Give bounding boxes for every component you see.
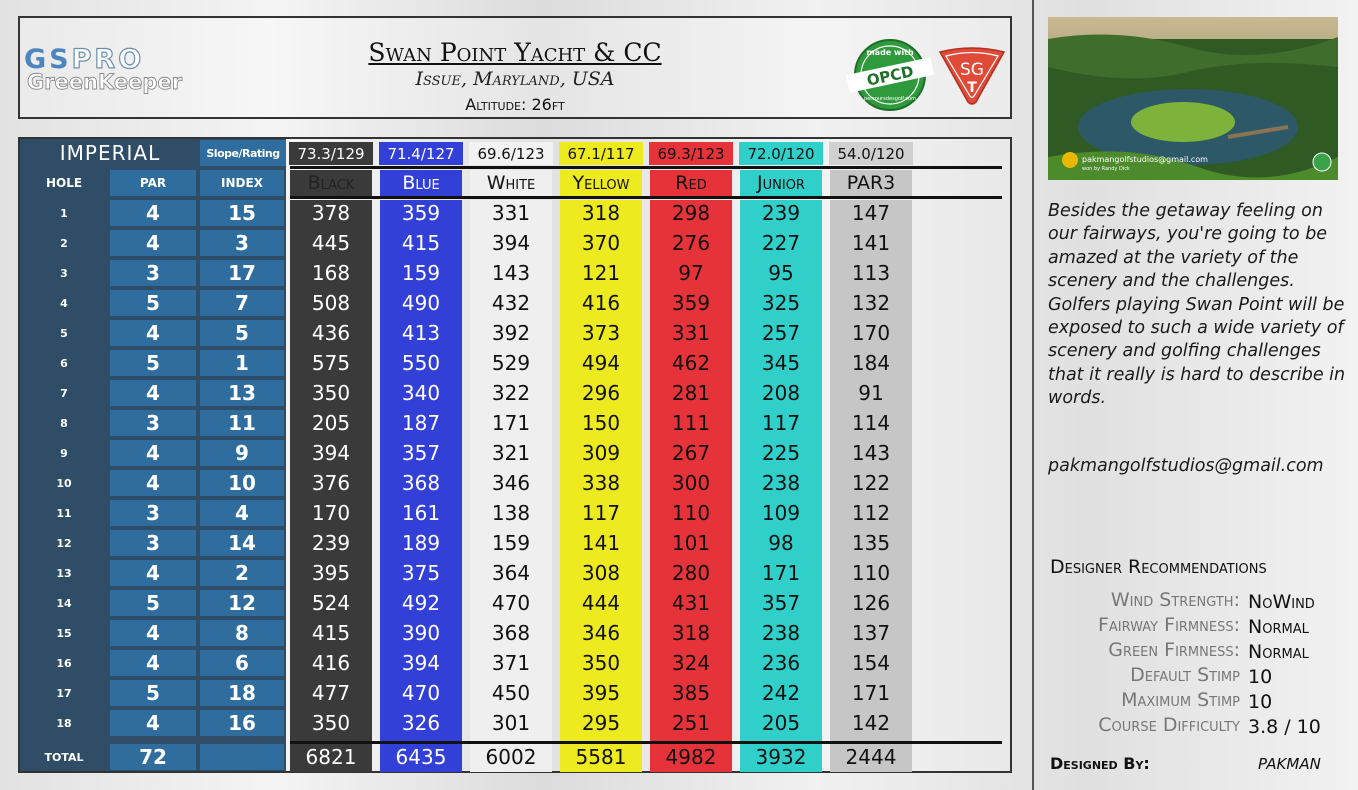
hole-index: 5 [200, 320, 284, 346]
recommendation-label: Default Stimp [1130, 664, 1240, 686]
yardage-cell: 143 [491, 261, 531, 285]
yardage-cell: 159 [401, 261, 441, 285]
yardage-cell: 324 [671, 651, 711, 675]
yardage-cell: 326 [401, 711, 441, 735]
tee-rating-red: 69.3/123 [649, 142, 733, 165]
yardage-cell: 91 [858, 381, 884, 405]
yardage-cell: 143 [851, 441, 891, 465]
hole-index: 1 [200, 350, 284, 376]
yardage-cell: 432 [491, 291, 531, 315]
contact-email: pakmangolfstudios@gmail.com [1048, 456, 1324, 476]
yardage-cell: 395 [311, 561, 351, 585]
hole-index: 2 [200, 560, 284, 586]
hole-number: 6 [60, 356, 68, 370]
yardage-cell: 529 [491, 351, 531, 375]
yardage-cell: 257 [761, 321, 801, 345]
yardage-cell: 345 [761, 351, 801, 375]
tee-total-black: 6821 [305, 745, 357, 769]
sgt-logo-icon [936, 46, 1008, 106]
yardage-cell: 113 [851, 261, 891, 285]
yardage-cell: 141 [581, 531, 621, 555]
yardage-cell: 494 [581, 351, 621, 375]
tee-name-par3: PAR3 [830, 170, 912, 196]
yardage-cell: 117 [581, 501, 621, 525]
tee-total-yellow: 5581 [575, 745, 627, 769]
hole-index: 3 [200, 230, 284, 256]
yardage-cell: 101 [671, 531, 711, 555]
yardage-cell: 385 [671, 681, 711, 705]
yardage-cell: 236 [761, 651, 801, 675]
recommendations-title: Designer Recommendations [1050, 556, 1267, 578]
yardage-cell: 415 [311, 621, 351, 645]
yardage-cell: 445 [311, 231, 351, 255]
yardage-cell: 168 [311, 261, 351, 285]
hole-index: 14 [200, 530, 284, 556]
yardage-cell: 444 [581, 591, 621, 615]
yardage-cell: 238 [761, 471, 801, 495]
tee-total-junior: 3932 [755, 745, 807, 769]
yardage-cell: 141 [851, 231, 891, 255]
yardage-cell: 184 [851, 351, 891, 375]
index-header: INDEX [200, 170, 284, 196]
hole-par: 4 [110, 650, 196, 676]
yardage-cell: 357 [401, 441, 441, 465]
yardage-cell: 110 [671, 501, 711, 525]
hole-index: 6 [200, 650, 284, 676]
yardage-cell: 170 [311, 501, 351, 525]
divider-line [290, 741, 1002, 744]
yardage-cell: 171 [761, 561, 801, 585]
hole-index: 13 [200, 380, 284, 406]
yardage-cell: 138 [491, 501, 531, 525]
hole-number: 16 [56, 656, 72, 670]
yardage-cell: 126 [851, 591, 891, 615]
hole-number: 7 [60, 386, 68, 400]
hole-index: 15 [200, 200, 284, 226]
yardage-cell: 322 [491, 381, 531, 405]
yardage-cell: 395 [581, 681, 621, 705]
yardage-cell: 416 [581, 291, 621, 315]
yardage-cell: 189 [401, 531, 441, 555]
yardage-cell: 492 [401, 591, 441, 615]
designed-by-label: Designed By: [1050, 754, 1150, 773]
yardage-cell: 95 [768, 261, 794, 285]
yardage-cell: 331 [671, 321, 711, 345]
hole-number: 15 [56, 626, 72, 640]
yardage-cell: 132 [851, 291, 891, 315]
recommendation-value: Normal [1248, 616, 1309, 638]
hole-number: 4 [60, 296, 68, 310]
yardage-cell: 331 [491, 201, 531, 225]
yardage-cell: 373 [581, 321, 621, 345]
recommendation-label: Fairway Firmness: [1097, 614, 1240, 636]
total-index-empty [200, 744, 284, 770]
hole-par: 5 [110, 290, 196, 316]
yardage-cell: 122 [851, 471, 891, 495]
tee-name-blue: Blue [380, 170, 462, 196]
yardage-cell: 300 [671, 471, 711, 495]
hole-number: 17 [56, 686, 72, 700]
yardage-cell: 371 [491, 651, 531, 675]
course-altitude: Altitude: 26ft [465, 95, 565, 114]
hole-par: 4 [110, 620, 196, 646]
hole-par: 4 [110, 560, 196, 586]
course-description: Besides the getaway feeling on our fairways, you're going to be amazed at the variety of the scenery and the challenges. Golfers playing Swan Point will be exposed to such a wide variety of scenery and golfing challenges that it really is hard to describe in words. [1048, 201, 1346, 409]
tee-name-junior: Junior [740, 170, 822, 196]
yardage-cell: 436 [311, 321, 351, 345]
tee-rating-black: 73.3/129 [289, 142, 373, 165]
yardage-cell: 170 [851, 321, 891, 345]
hole-par: 3 [110, 410, 196, 436]
yardage-cell: 114 [851, 411, 891, 435]
svg-text:SG: SG [960, 60, 984, 80]
hole-par: 4 [110, 470, 196, 496]
yardage-cell: 364 [491, 561, 531, 585]
hole-number: 8 [60, 416, 68, 430]
hole-par: 4 [110, 380, 196, 406]
yardage-cell: 470 [491, 591, 531, 615]
hole-index: 12 [200, 590, 284, 616]
svg-text:made with: made with [866, 48, 914, 57]
yardage-cell: 346 [491, 471, 531, 495]
yardage-cell: 205 [761, 711, 801, 735]
yardage-cell: 318 [581, 201, 621, 225]
svg-text:OPCD: OPCD [865, 62, 916, 90]
yardage-cell: 490 [401, 291, 441, 315]
svg-text:T: T [967, 80, 977, 96]
hole-par: 5 [110, 350, 196, 376]
hole-index: 16 [200, 710, 284, 736]
yardage-cell: 121 [581, 261, 621, 285]
unit-label: IMPERIAL [59, 141, 161, 165]
tee-name-red: Red [650, 170, 732, 196]
yardage-cell: 147 [851, 201, 891, 225]
tee-rating-white: 69.6/123 [469, 142, 553, 165]
par-header: PAR [110, 170, 196, 196]
yardage-cell: 357 [761, 591, 801, 615]
hole-index: 8 [200, 620, 284, 646]
hole-par: 4 [110, 440, 196, 466]
yardage-cell: 154 [851, 651, 891, 675]
tee-name-yellow: Yellow [560, 170, 642, 196]
hole-number: 11 [56, 506, 72, 520]
hole-index: 10 [200, 470, 284, 496]
yardage-cell: 378 [311, 201, 351, 225]
hole-par: 3 [110, 260, 196, 286]
hole-number: 10 [56, 476, 72, 490]
tee-rating-blue: 71.4/127 [379, 142, 463, 165]
hole-number: 12 [56, 536, 72, 550]
yardage-cell: 111 [671, 411, 711, 435]
yardage-cell: 470 [401, 681, 441, 705]
hole-par: 5 [110, 680, 196, 706]
hole-par: 4 [110, 200, 196, 226]
yardage-cell: 137 [851, 621, 891, 645]
hole-par: 3 [110, 530, 196, 556]
hole-number: 13 [56, 566, 72, 580]
recommendation-label: Maximum Stimp [1121, 689, 1240, 711]
yardage-cell: 135 [851, 531, 891, 555]
greenkeeper-logo: GreenKeeper [27, 70, 183, 94]
yardage-cell: 309 [581, 441, 621, 465]
yardage-cell: 508 [311, 291, 351, 315]
recommendation-value: 3.8 / 10 [1248, 716, 1321, 738]
yardage-cell: 350 [581, 651, 621, 675]
yardage-cell: 142 [851, 711, 891, 735]
yardage-cell: 281 [671, 381, 711, 405]
yardage-cell: 298 [671, 201, 711, 225]
recommendation-value: 10 [1248, 691, 1273, 713]
hole-number: 9 [60, 446, 68, 460]
recommendation-value: Normal [1248, 641, 1309, 663]
yardage-cell: 239 [311, 531, 351, 555]
recommendation-label: Course Difficulty [1098, 714, 1240, 736]
yardage-cell: 376 [311, 471, 351, 495]
yardage-cell: 340 [401, 381, 441, 405]
divider-line [290, 196, 1002, 199]
panel-divider [1032, 0, 1034, 790]
yardage-cell: 392 [491, 321, 531, 345]
hole-index: 18 [200, 680, 284, 706]
yardage-cell: 301 [491, 711, 531, 735]
hole-number: 5 [60, 326, 68, 340]
yardage-cell: 321 [491, 441, 531, 465]
yardage-cell: 171 [491, 411, 531, 435]
total-par: 72 [110, 744, 196, 770]
hole-par: 4 [110, 320, 196, 346]
yardage-cell: 370 [581, 231, 621, 255]
recommendation-value: 10 [1248, 666, 1273, 688]
yardage-cell: 431 [671, 591, 711, 615]
tee-name-white: White [470, 170, 552, 196]
recommendation-label: Green Firmness: [1108, 639, 1240, 661]
yardage-cell: 239 [761, 201, 801, 225]
tee-rating-junior: 72.0/120 [739, 142, 823, 165]
svg-text:percoursdesgolf.com: percoursdesgolf.com [864, 96, 916, 102]
total-label: TOTAL [44, 750, 84, 764]
yardage-cell: 242 [761, 681, 801, 705]
designed-by-value: PAKMAN [1258, 755, 1321, 773]
yardage-cell: 97 [678, 261, 704, 285]
yardage-cell: 394 [311, 441, 351, 465]
yardage-cell: 308 [581, 561, 621, 585]
course-title: Swan Point Yacht & CC [368, 38, 662, 67]
gspro-logo: GSPRO [24, 44, 145, 75]
yardage-cell: 350 [311, 381, 351, 405]
svg-text:won by Randy Dick: won by Randy Dick [1082, 166, 1130, 172]
hole-index: 9 [200, 440, 284, 466]
yardage-cell: 227 [761, 231, 801, 255]
yardage-cell: 450 [491, 681, 531, 705]
hole-number: 3 [60, 266, 68, 280]
hole-number: 1 [60, 206, 68, 220]
tee-total-white: 6002 [485, 745, 537, 769]
tee-name-black: Black [290, 170, 372, 196]
yardage-cell: 295 [581, 711, 621, 735]
yardage-cell: 238 [761, 621, 801, 645]
yardage-cell: 117 [761, 411, 801, 435]
recommendation-value: NoWind [1248, 591, 1315, 613]
yardage-cell: 187 [401, 411, 441, 435]
tee-rating-par3: 54.0/120 [829, 142, 913, 165]
svg-text:pakmangolfstudios@gmail.com: pakmangolfstudios@gmail.com [1082, 155, 1208, 164]
yardage-cell: 296 [581, 381, 621, 405]
hole-index: 7 [200, 290, 284, 316]
tee-rating-yellow: 67.1/117 [559, 142, 643, 165]
yardage-cell: 267 [671, 441, 711, 465]
tee-total-blue: 6435 [395, 745, 447, 769]
yardage-cell: 251 [671, 711, 711, 735]
hole-par: 3 [110, 500, 196, 526]
hole-par: 4 [110, 230, 196, 256]
yardage-cell: 413 [401, 321, 441, 345]
slope-rating-header: Slope/Rating [200, 140, 286, 166]
yardage-cell: 368 [401, 471, 441, 495]
yardage-cell: 575 [311, 351, 351, 375]
divider-line [290, 166, 1002, 169]
yardage-cell: 462 [671, 351, 711, 375]
yardage-cell: 368 [491, 621, 531, 645]
yardage-cell: 350 [311, 711, 351, 735]
tee-total-par3: 2444 [845, 745, 897, 769]
yardage-cell: 550 [401, 351, 441, 375]
yardage-cell: 338 [581, 471, 621, 495]
yardage-cell: 280 [671, 561, 711, 585]
hole-par: 4 [110, 710, 196, 736]
yardage-cell: 346 [581, 621, 621, 645]
hole-index: 17 [200, 260, 284, 286]
hole-number: 18 [56, 716, 72, 730]
yardage-cell: 375 [401, 561, 441, 585]
hole-number: 2 [60, 236, 68, 250]
course-location: Issue, Maryland, USA [415, 68, 615, 90]
hole-index: 11 [200, 410, 284, 436]
yardage-cell: 325 [761, 291, 801, 315]
yardage-cell: 394 [401, 651, 441, 675]
recommendation-label: Wind Strength: [1110, 589, 1240, 611]
yardage-cell: 225 [761, 441, 801, 465]
yardage-cell: 359 [401, 201, 441, 225]
course-photo [1048, 17, 1338, 180]
opcd-badge-icon [843, 38, 937, 112]
yardage-cell: 208 [761, 381, 801, 405]
hole-header: HOLE [45, 176, 83, 190]
yardage-cell: 161 [401, 501, 441, 525]
yardage-cell: 415 [401, 231, 441, 255]
yardage-cell: 276 [671, 231, 711, 255]
hole-index: 4 [200, 500, 284, 526]
yardage-cell: 159 [491, 531, 531, 555]
hole-par: 5 [110, 590, 196, 616]
tee-total-red: 4982 [665, 745, 717, 769]
yardage-cell: 112 [851, 501, 891, 525]
yardage-cell: 110 [851, 561, 891, 585]
yardage-cell: 416 [311, 651, 351, 675]
yardage-cell: 171 [851, 681, 891, 705]
hole-number: 14 [56, 596, 72, 610]
yardage-cell: 477 [311, 681, 351, 705]
yardage-cell: 205 [311, 411, 351, 435]
yardage-cell: 318 [671, 621, 711, 645]
yardage-cell: 359 [671, 291, 711, 315]
yardage-cell: 524 [311, 591, 351, 615]
yardage-cell: 150 [581, 411, 621, 435]
yardage-cell: 390 [401, 621, 441, 645]
yardage-cell: 109 [761, 501, 801, 525]
yardage-cell: 98 [768, 531, 794, 555]
yardage-cell: 394 [491, 231, 531, 255]
